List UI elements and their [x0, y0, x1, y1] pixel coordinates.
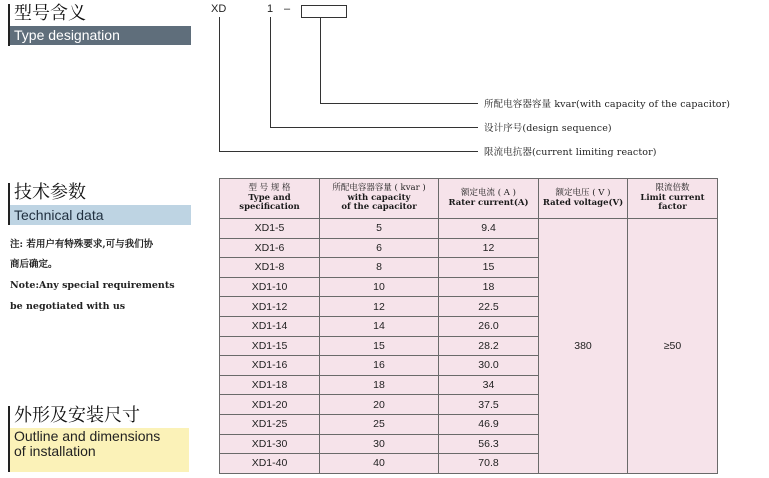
- legend-capacity: 所配电容器容量 kvar(with capacity of the capacitor): [484, 99, 731, 110]
- specification-table: [219, 178, 718, 474]
- cell-current: 15: [439, 258, 539, 278]
- capacity-placeholder-box: [301, 5, 347, 18]
- cell-current: 70.8: [439, 454, 539, 474]
- header-voltage: 额定电压 ( V ) Rated voltage(V): [539, 179, 628, 219]
- note-en-line2: be negotiated with us: [10, 301, 126, 312]
- capacity-leader-horizontal: [320, 103, 478, 104]
- cell-capacity: 8: [320, 258, 439, 278]
- cell-model: XD1-6: [220, 238, 320, 258]
- cell-capacity: 20: [320, 395, 439, 415]
- cell-current: 30.0: [439, 356, 539, 376]
- cell-capacity: 6: [320, 238, 439, 258]
- cell-model: XD1-14: [220, 316, 320, 336]
- cell-model: XD1-16: [220, 356, 320, 376]
- note-en-line1: Note:Any special requirements: [10, 280, 175, 291]
- cell-current: 12: [439, 238, 539, 258]
- header-type: 型 号 规 格 Type and specification: [220, 179, 320, 219]
- cell-capacity: 15: [320, 336, 439, 356]
- header-current: 额定电流 ( A ) Rater current(A): [439, 179, 539, 219]
- cell-model: XD1-40: [220, 454, 320, 474]
- cell-model: XD1-15: [220, 336, 320, 356]
- cell-capacity: 18: [320, 375, 439, 395]
- designation-title-en: Type designation: [10, 26, 191, 45]
- reactor-leader-vertical: [219, 17, 220, 151]
- cell-current: 28.2: [439, 336, 539, 356]
- cell-current: 9.4: [439, 219, 539, 239]
- cell-limit-factor: ≥50: [628, 219, 718, 474]
- header-capacity: 所配电容器容量 ( kvar ) with capacity of the capacitor: [320, 179, 439, 219]
- capacity-leader-vertical: [320, 17, 321, 103]
- legend-current-limiting-reactor: 限流电抗器(current limiting reactor): [484, 147, 657, 158]
- cell-model: XD1-12: [220, 297, 320, 317]
- cell-capacity: 12: [320, 297, 439, 317]
- cell-capacity: 40: [320, 454, 439, 474]
- note-cn-line2: 商后确定。: [10, 259, 58, 270]
- cell-rated-voltage: 380: [539, 219, 628, 474]
- cell-current: 37.5: [439, 395, 539, 415]
- cell-model: XD1-18: [220, 375, 320, 395]
- cell-capacity: 16: [320, 356, 439, 376]
- cell-current: 18: [439, 277, 539, 297]
- header-limit-factor: 限流倍数 Limit current factor: [628, 179, 718, 219]
- cell-capacity: 30: [320, 434, 439, 454]
- reactor-leader-horizontal: [219, 151, 478, 152]
- cell-capacity: 25: [320, 414, 439, 434]
- outline-title-en-line1: Outline and dimensions: [14, 428, 161, 444]
- sequence-leader-horizontal: [270, 127, 478, 128]
- designation-dash: –: [284, 3, 291, 15]
- cell-model: XD1-30: [220, 434, 320, 454]
- cell-capacity: 10: [320, 277, 439, 297]
- outline-title-en-line2: of installation: [14, 443, 96, 459]
- outline-title-cn: 外形及安装尺寸: [14, 405, 140, 426]
- table-header-row: [220, 179, 718, 219]
- cell-capacity: 14: [320, 316, 439, 336]
- technical-title-en: Technical data: [10, 205, 191, 225]
- cell-current: 22.5: [439, 297, 539, 317]
- legend-design-sequence: 设计序号(design sequence): [484, 123, 612, 134]
- outline-title-en: [10, 428, 189, 472]
- sequence-leader-vertical: [270, 17, 271, 127]
- note-cn-line1: 注: 若用户有特殊要求,可与我们协: [10, 239, 154, 250]
- cell-current: 26.0: [439, 316, 539, 336]
- designation-title-cn: 型号含义: [14, 3, 86, 24]
- cell-model: XD1-25: [220, 414, 320, 434]
- table-row: [220, 219, 718, 239]
- cell-model: XD1-5: [220, 219, 320, 239]
- designation-prefix: XD: [211, 3, 227, 15]
- cell-current: 56.3: [439, 434, 539, 454]
- cell-model: XD1-10: [220, 277, 320, 297]
- cell-model: XD1-8: [220, 258, 320, 278]
- technical-title-cn: 技术参数: [14, 182, 86, 203]
- designation-sequence-number: 1: [267, 3, 274, 15]
- cell-current: 46.9: [439, 414, 539, 434]
- cell-model: XD1-20: [220, 395, 320, 415]
- cell-current: 34: [439, 375, 539, 395]
- cell-capacity: 5: [320, 219, 439, 239]
